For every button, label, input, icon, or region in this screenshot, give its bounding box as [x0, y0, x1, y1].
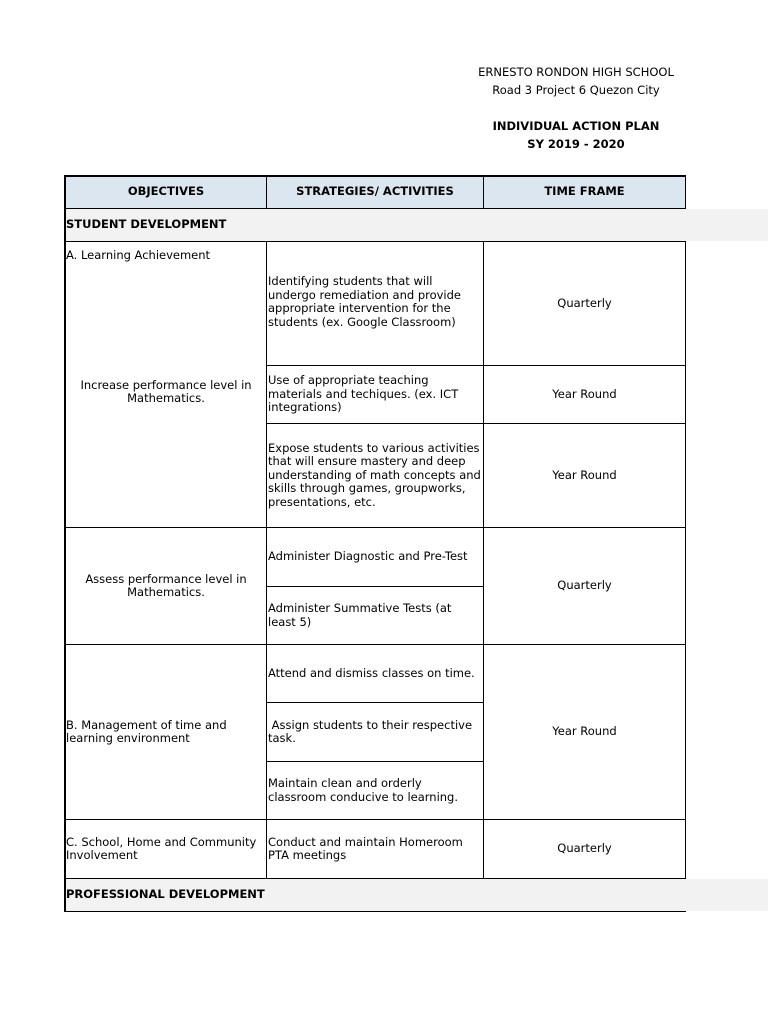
column-header-strategies: STRATEGIES/ ACTIVITIES: [296, 184, 454, 199]
subhead-community: C. School, Home and Community Involvement: [66, 834, 257, 862]
objective-increase-performance: Increase performance level in Mathematics.: [80, 377, 252, 405]
rule: [266, 241, 267, 879]
subhead-learning-achievement: A. Learning Achievement: [66, 248, 211, 263]
time-frame-item: Quarterly: [557, 841, 612, 856]
strategy-item: Use of appropriate teaching materials and techiques. (ex. ICT integrations): [268, 373, 459, 415]
time-frame-item: Year Round: [552, 724, 617, 739]
rule: [64, 911, 686, 912]
school-address: Road 3 Project 6 Quezon City: [492, 83, 660, 97]
strategy-item: Administer Summative Tests (at least 5): [268, 601, 452, 629]
rule: [685, 241, 686, 879]
time-frame-item: Year Round: [552, 386, 617, 401]
time-frame-item: Quarterly: [557, 295, 612, 310]
section-student-development: STUDENT DEVELOPMENT: [66, 217, 227, 232]
strategy-item: Administer Diagnostic and Pre-Test: [268, 549, 468, 564]
section-professional-development: PROFESSIONAL DEVELOPMENT: [66, 887, 265, 902]
time-frame-item: Quarterly: [557, 578, 612, 593]
subhead-management: B. Management of time and learning environment: [66, 717, 227, 745]
column-header-objectives: OBJECTIVES: [127, 184, 205, 199]
plan-title: INDIVIDUAL ACTION PLAN: [492, 119, 660, 133]
strategy-item: Expose students to various activities that will ensure mastery and deep understanding of math concepts and skills through games, groupworks, presentations, etc.: [268, 440, 481, 509]
objective-assess-performance: Assess performance level in Mathematics.: [85, 571, 247, 599]
strategy-item: Maintain clean and orderly classroom conducive to learning.: [268, 776, 459, 804]
strategy-item: Identifying students that will undergo remediation and provide appropriate intervention for the students (ex. Google Classroom): [268, 274, 462, 329]
time-frame-item: Year Round: [552, 467, 617, 482]
column-header-time-frame: TIME FRAME: [544, 184, 625, 199]
school-name: ERNESTO RONDON HIGH SCHOOL: [478, 65, 674, 79]
strategy-item: Attend and dismiss classes on time.: [268, 665, 475, 680]
rule: [685, 176, 686, 209]
strategy-item: Assign students to their respective task.: [268, 717, 476, 745]
strategy-item: Conduct and maintain Homeroom PTA meetings: [268, 834, 463, 862]
school-year: SY 2019 - 2020: [527, 137, 625, 151]
